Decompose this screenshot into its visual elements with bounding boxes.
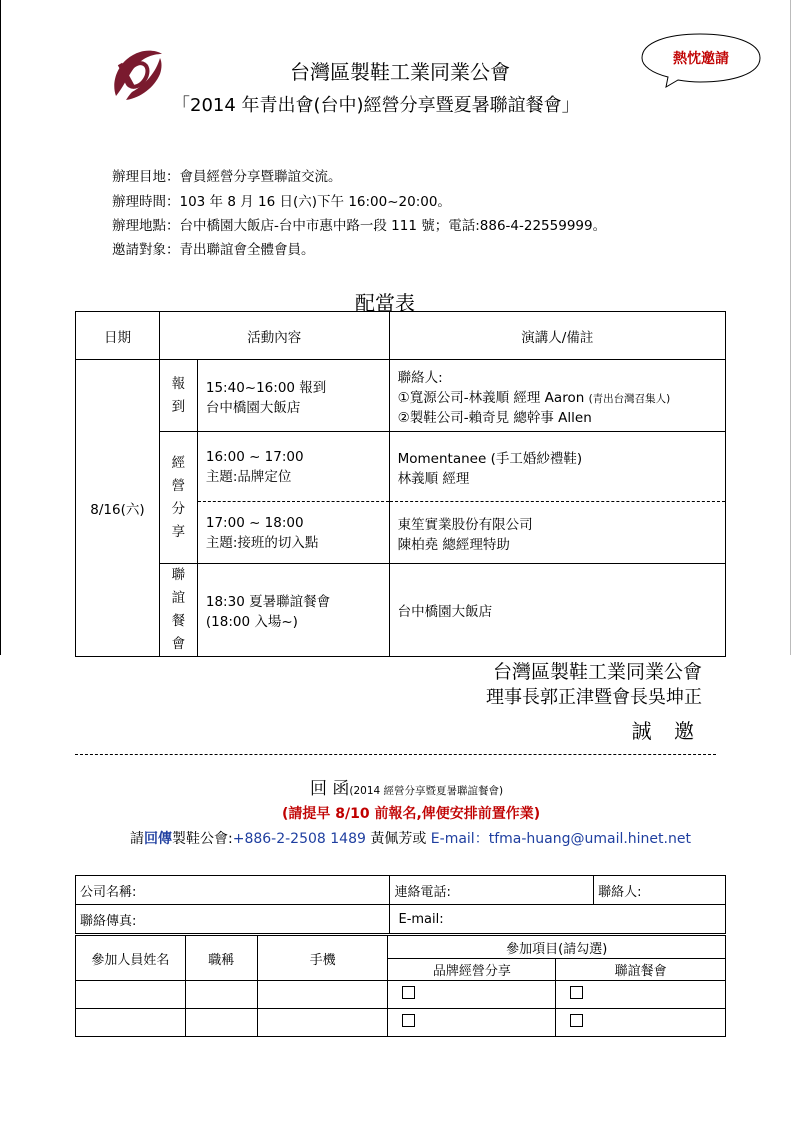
header-date: 日期	[76, 312, 160, 360]
fax-org: 製鞋公會:	[172, 831, 233, 847]
info-place: 辦理地點：台中橋園大飯店-台中市惠中路一段 111 號；電話:886-4-22559999。	[112, 218, 607, 234]
group-label: 報 到	[171, 375, 186, 415]
group-dinner	[159, 564, 197, 657]
speaker-note: (青出台灣召集人)	[588, 392, 671, 405]
speaker-text: ①寬源公司-林義順 經理 Aaron	[397, 389, 585, 406]
speaker-line: 台中橋園大飯店	[397, 604, 493, 620]
content-line: 17:00 ~ 18:00	[205, 514, 304, 531]
group-checkin	[159, 360, 197, 432]
reply-title-text: 回 函	[310, 779, 350, 799]
mobile-input[interactable]	[257, 981, 388, 1009]
email-address[interactable]: tfma-huang@umail.hinet.net	[488, 831, 691, 847]
info-time: 辦理時間：103 年 8 月 16 日(六)下午 16:00~20:00。	[112, 194, 451, 210]
col-mobile: 手機	[257, 936, 388, 981]
group-label: 聯 誼 餐 會	[171, 567, 186, 652]
col-name: 參加人員姓名	[76, 936, 186, 981]
speaker-line: 陳柏堯 總經理特助	[397, 536, 510, 553]
content-cell	[197, 502, 389, 564]
company-field[interactable]: 公司名稱:	[76, 876, 390, 905]
info-audience: 邀請對象：青出聯誼會全體會員。	[112, 242, 315, 258]
content-line: 18:30 夏暑聯誼餐會	[205, 594, 331, 610]
schedule-title: 配當表	[355, 291, 415, 315]
speaker-cell	[389, 432, 725, 502]
contact-field[interactable]: 聯絡人:	[594, 876, 726, 905]
content-line: (18:00 入場~)	[205, 614, 298, 630]
page-left-edge	[0, 0, 1, 655]
dinner-cell	[556, 1009, 726, 1037]
col-title: 職稱	[185, 936, 257, 981]
title-input[interactable]	[185, 1009, 257, 1037]
date-cell: 8/16(六)	[76, 360, 160, 657]
fax-number: +886-2-2508 1489	[232, 831, 366, 847]
table-row	[76, 360, 726, 432]
speaker-cell	[389, 502, 725, 564]
attendee-table	[75, 935, 726, 1037]
content-line: 15:40~16:00 報到	[205, 379, 327, 396]
reply-title	[310, 774, 503, 799]
reply-deadline-note: (請提早 8/10 前報名,俾便安排前置作業)	[282, 806, 541, 822]
content-cell	[197, 564, 389, 657]
content-line: 16:00 ~ 17:00	[205, 448, 304, 465]
fax-person: 黃佩芳或	[370, 831, 427, 847]
dinner-checkbox[interactable]	[570, 1014, 583, 1027]
signature-org: 台灣區製鞋工業同業公會	[492, 661, 702, 683]
content-cell	[197, 360, 389, 432]
email-label: E-mail：	[430, 831, 489, 847]
fax-line	[130, 828, 691, 848]
fax-prefix: 請	[130, 831, 144, 847]
reply-title-sub: (2014 經營分享暨夏暑聯誼餐會)	[349, 785, 504, 797]
col-dinner: 聯誼餐會	[556, 959, 726, 981]
mobile-input[interactable]	[257, 1009, 388, 1037]
table-row	[76, 1009, 726, 1037]
cut-line	[75, 754, 716, 755]
brand-checkbox[interactable]	[402, 986, 415, 999]
fax-field[interactable]: 聯絡傳真:	[76, 905, 390, 934]
brand-checkbox[interactable]	[402, 1014, 415, 1027]
speaker-line: 聯絡人:	[397, 369, 443, 386]
content-cell	[197, 432, 389, 502]
signature-invite: 誠 邀	[631, 719, 702, 743]
col-brand: 品牌經營分享	[388, 959, 556, 981]
speaker-line	[398, 386, 717, 406]
event-title: 「2014 年青出會(台中)經營分享暨夏暑聯誼餐會」	[172, 95, 580, 116]
group-label: 經 營 分 享	[171, 454, 186, 540]
dinner-cell	[556, 981, 726, 1009]
speaker-cell	[389, 360, 725, 432]
brand-cell	[388, 1009, 556, 1037]
speaker-line: 東笙實業股份有限公司	[397, 516, 533, 533]
content-line: 主題:接班的切入點	[205, 534, 319, 551]
col-items: 參加項目(請勾選)	[388, 936, 726, 959]
page-right-edge	[790, 0, 791, 655]
header-content: 活動內容	[159, 312, 389, 360]
speaker-line: Momentanee (手工婚紗禮鞋)	[397, 450, 583, 467]
bubble-label: 熱忱邀請	[673, 51, 729, 67]
association-logo	[106, 44, 168, 106]
schedule-table	[75, 311, 726, 657]
name-input[interactable]	[76, 981, 186, 1009]
group-sharing	[159, 432, 197, 564]
signature-people: 理事長郭正津暨會長吳坤正	[486, 687, 702, 708]
dinner-checkbox[interactable]	[570, 986, 583, 999]
org-title: 台灣區製鞋工業同業公會	[290, 60, 510, 84]
name-input[interactable]	[76, 1009, 186, 1037]
title-input[interactable]	[185, 981, 257, 1009]
table-row	[76, 981, 726, 1009]
speaker-cell	[389, 564, 725, 657]
info-purpose: 辦理目地：會員經營分享暨聯誼交流。	[112, 169, 342, 185]
table-row	[76, 432, 726, 502]
email-field[interactable]: E-mail:	[390, 905, 726, 934]
speaker-line: 林義順 經理	[397, 470, 470, 487]
table-row	[76, 564, 726, 657]
speaker-line: ②製鞋公司-賴奇見 總幹事 Allen	[397, 409, 592, 426]
content-line: 主題:品牌定位	[205, 468, 292, 485]
registration-form-top	[75, 875, 726, 934]
content-line: 台中橋園大飯店	[205, 399, 301, 416]
header-speaker: 演講人/備註	[389, 312, 725, 360]
fax-bold: 回傳	[144, 831, 172, 847]
phone-field[interactable]: 連絡電話:	[390, 876, 594, 905]
brand-cell	[388, 981, 556, 1009]
